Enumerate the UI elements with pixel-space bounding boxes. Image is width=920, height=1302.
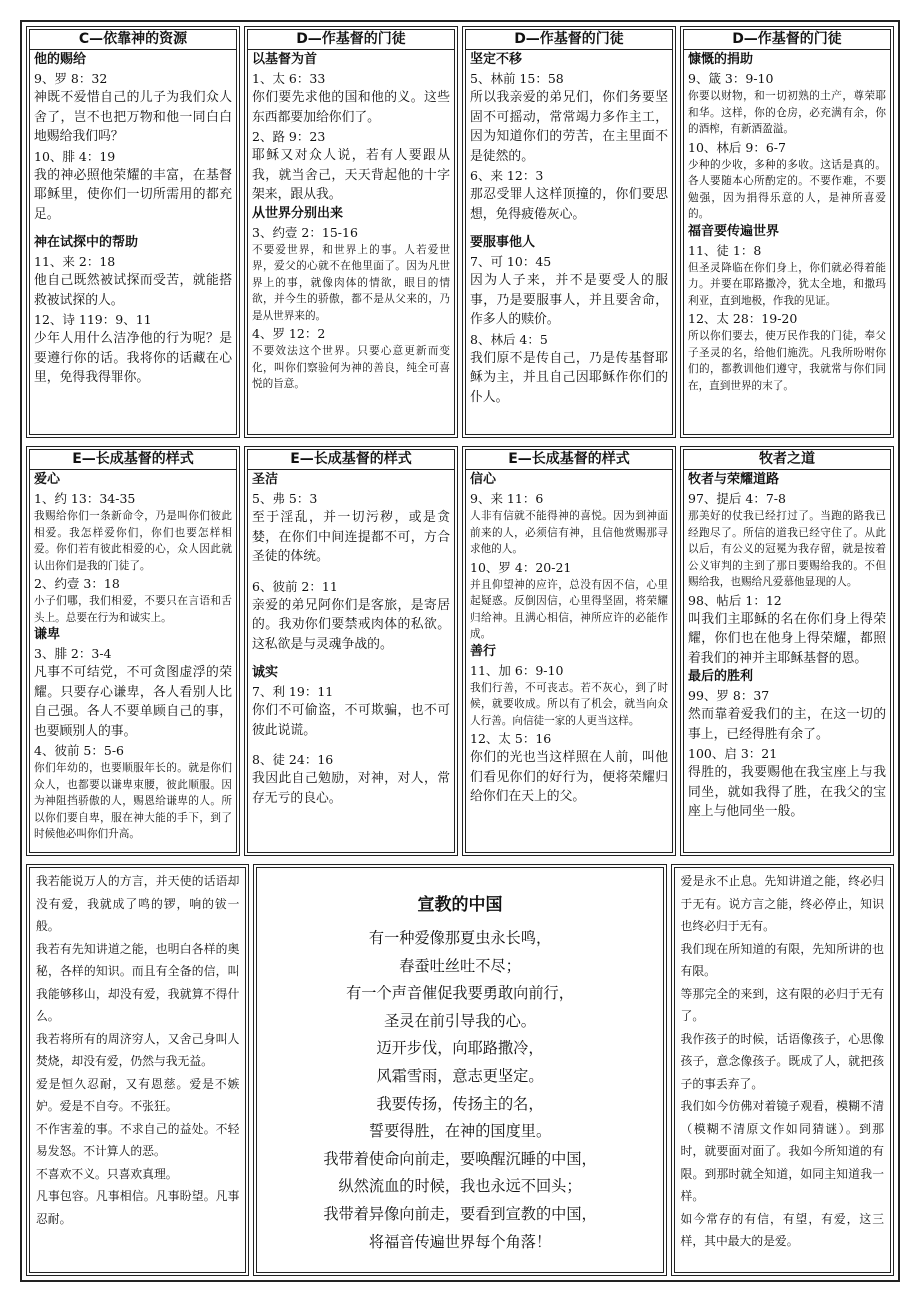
paragraph: 我们现在所知道的有限，先知所讲的也有限。 <box>680 941 885 978</box>
verse-reference: 12、太 5：16 <box>470 731 552 746</box>
verse-reference: 97、提后 4：7-8 <box>688 491 786 506</box>
verse-card <box>247 449 455 853</box>
verse-reference: 3、腓 2：3-4 <box>34 646 112 661</box>
verse-reference: 4、彼前 5：5-6 <box>34 743 125 758</box>
section-heading: 福音要传遍世界 <box>688 223 780 239</box>
verse-reference: 2、约壹 3：18 <box>34 576 120 591</box>
verse-text: 然而靠着爱我们的主，在这一切的事上，已经得胜有余了。 <box>688 707 886 742</box>
verse-card <box>29 29 237 435</box>
paragraph: 不作害羞的事。不求自己的益处。不轻易发怒。不计算人的恶。 <box>36 1121 240 1158</box>
verse-text: 并且仰望神的应许，总没有因不信，心里起疑惑。反倒因信，心里得坚固，将荣耀归给神。且满心相信，神所应许的必能作成。 <box>470 578 668 640</box>
spacer <box>470 224 668 234</box>
verse-reference: 10、罗 4：20-21 <box>470 559 572 575</box>
section-heading: 善行 <box>470 643 497 659</box>
paragraph: 爱是永不止息。先知讲道之能，终必归于无有。说方言之能，终必停止，知识也终必归于无有。 <box>680 874 885 933</box>
verse-reference: 6、来 12：3 <box>470 168 544 183</box>
verse-text: 人非有信就不能得神的喜悦。因为到神面前来的人，必须信有神，且信他赏赐那寻求他的人。 <box>470 510 668 555</box>
spacer <box>252 740 450 750</box>
verse-text: 我的神必照他荣耀的丰富，在基督耶稣里，使你们一切所需用的都充足。 <box>34 167 232 222</box>
verse-text: 你们年幼的，也要顺服年长的。就是你们众人，也都要以谦卑束腰，彼此顺服。因为神阻挡骄傲的人，赐恩给谦卑的人。所以你们要自卑，服在神大能的手下，到了时候他必叫你们升高。 <box>34 762 232 840</box>
verse-text: 你们的光也当这样照在人前，叫他们看见你们的好行为，便将荣耀归给你们在天上的父。 <box>470 750 668 804</box>
verse-reference: 100、启 3：21 <box>688 746 778 761</box>
paragraph: 我若将所有的周济穷人，又舍己身叫人焚烧，却没有爱，仍然与我无益。 <box>36 1031 240 1068</box>
verse-reference: 4、罗 12：2 <box>252 326 326 341</box>
verse-card <box>465 29 673 435</box>
verse-text: 你们要先求他的国和他的义。这些东西都要加给你们了。 <box>252 90 450 125</box>
verse-text: 亲爱的弟兄阿你们是客旅，是寄居的。我劝你们要禁戒肉体的私欲。这私欲是与灵魂争战的。 <box>252 597 450 652</box>
poem-line: 春蚕吐丝吐不尽； <box>399 956 521 975</box>
verse-reference: 8、徒 24：16 <box>252 752 334 767</box>
verse-text: 凡事不可结党，不可贪图虚浮的荣耀。只要存心谦卑，各人看别人比自己强。各人不要单顾自己的事，也要顾别人的事。 <box>34 665 232 739</box>
poem-lines <box>257 925 662 1256</box>
paragraph: 等那完全的来到，这有限的必归于无有了。 <box>680 986 885 1023</box>
verse-text: 少种的少收，多种的多收。这话是真的。各人要随本心所酌定的。不要作难，不要勉强，因为捐得乐意的人，是神所喜爱的。 <box>688 158 886 220</box>
verse-text: 神既不爱惜自己的儿子为我们众人舍了，岂不也把万物和他一同白白地赐给我们吗？ <box>34 90 232 144</box>
verse-reference: 7、利 19：11 <box>252 684 334 699</box>
verse-reference: 2、路 9：23 <box>252 129 326 144</box>
tract-sheet <box>20 20 900 1282</box>
verse-reference: 5、林前 15：58 <box>470 71 564 86</box>
section-heading: 爱心 <box>34 472 61 487</box>
poem-line: 圣灵在前引导我的心。 <box>384 1011 536 1030</box>
card-title: E—长成基督的样式 <box>466 450 672 470</box>
card-title: C—依靠神的资源 <box>30 30 236 50</box>
verse-text: 叫我们主耶稣的名在你们身上得荣耀，你们也在他身上得荣耀，都照着我们的神并主耶稣基督的恩。 <box>688 611 886 666</box>
verse-text: 得胜的，我要赐他在我宝座上与我同坐，就如我得了胜，在我父的宝座上与他同坐一般。 <box>688 765 886 819</box>
card-title: D—作基督的门徒 <box>248 30 454 50</box>
verse-text: 少年人用什么洁净他的行为呢？是要遵行你的话。我将你的话藏在心里，免得我得罪你。 <box>34 331 232 385</box>
verse-reference: 9、来 11：6 <box>470 491 544 506</box>
verse-card <box>683 29 891 435</box>
section-heading: 牧者与荣耀道路 <box>688 472 780 487</box>
verse-reference: 3、约壹 2：15-16 <box>252 224 358 240</box>
verse-card <box>683 449 891 853</box>
paragraph: 我作孩子的时候，话语像孩子，心思像孩子，意念像孩子。既成了人，就把孩子的事丢弃了。 <box>680 1031 885 1091</box>
poem-card <box>256 867 663 1273</box>
poem-line: 有一种爱像那夏虫永长鸣， <box>368 929 552 947</box>
verse-reference: 11、来 2：18 <box>34 254 116 269</box>
section-heading: 诚实 <box>252 665 279 680</box>
poem-line: 将福音传遍世界每个角落！ <box>368 1232 552 1251</box>
card-body <box>30 50 236 388</box>
verse-text: 因为人子来，并不是要受人的服事，乃是要服事人，并且要舍命，作多人的赎价。 <box>470 273 668 327</box>
verse-text: 所以你们要去，使万民作我的门徒，奉父子圣灵的名，给他们施洗。凡我所吩咐你们的，都教训他们遵守，我就常与你们同在，直到世界的末了。 <box>688 330 886 392</box>
card-title: E—长成基督的样式 <box>248 450 454 470</box>
paragraph: 我们如今仿佛对着镜子观看，模糊不清（模糊不清原文作如同猜谜）。到那时，就要面对面了。我如今所知道的有限。到那时就全知道，如同主知道我一样。 <box>680 1099 885 1203</box>
card-body <box>684 50 890 394</box>
section-heading: 要服事他人 <box>470 235 536 250</box>
verse-reference: 5、弗 5：3 <box>252 491 318 506</box>
spacer <box>252 654 450 664</box>
verse-reference: 1、约 13：34-35 <box>34 491 136 506</box>
verse-text: 那忍受罪人这样顶撞的，你们要思想，免得疲倦灰心。 <box>470 187 668 222</box>
verse-row-2 <box>26 446 894 856</box>
section-heading: 慷慨的捐助 <box>688 52 754 67</box>
verse-reference: 99、罗 8：37 <box>688 688 770 703</box>
section-heading: 圣洁 <box>252 472 279 487</box>
verse-reference: 6、彼前 2：11 <box>252 578 338 594</box>
paragraph: 凡事包容。凡事相信。凡事盼望。凡事忍耐。 <box>36 1189 240 1226</box>
verse-reference: 9、罗 8：32 <box>34 71 108 86</box>
verse-reference: 11、加 6：9-10 <box>470 662 564 678</box>
paragraph: 爱是恒久忍耐，又有恩慈。爱是不嫉妒。爱是不自夸。不张狂。 <box>36 1076 240 1113</box>
verse-reference: 9、箴 3：9-10 <box>688 71 774 86</box>
section-heading: 坚定不移 <box>470 52 523 67</box>
verse-text: 耶稣又对众人说，若有人要跟从我，就当舍己，天天背起他的十字架来，跟从我。 <box>252 148 450 202</box>
verse-row-1 <box>26 26 894 438</box>
card-title: D—作基督的门徒 <box>684 30 890 50</box>
love-chapter-left <box>29 867 246 1273</box>
verse-text: 你要以财物，和一切初熟的土产，尊荣耶和华。这样，你的仓房，必充满有余，你的酒榨，有新酒盈溢。 <box>688 90 886 135</box>
verse-card <box>247 29 455 435</box>
section-heading: 他的赐给 <box>34 52 87 67</box>
verse-text: 我赐给你们一条新命令，乃是叫你们彼此相爱。我怎样爱你们，你们也要怎样相爱。你们若有彼此相爱的心，众人因此就认出你们是我的门徒了。 <box>34 510 232 572</box>
paragraph: 我若有先知讲道之能，也明白各样的奥秘，各样的知识。而且有全备的信，叫我能够移山，却没有爱，我就算不得什么。 <box>36 941 240 1023</box>
verse-text: 你们不可偷盗，不可欺骗，也不可彼此说谎。 <box>252 703 450 738</box>
verse-text: 我们行善，不可丧志。若不灰心，到了时候，就要收成。所以有了机会，就当向众人行善。向信徒一家的人更当这样。 <box>470 681 668 727</box>
verse-text: 他自己既然被试探而受苦，就能搭救被试探的人。 <box>34 273 232 308</box>
verse-text: 我们原不是传自己，乃是传基督耶稣为主，并且自己因耶稣作你们的仆人。 <box>470 350 668 405</box>
poem-line: 风霜雪雨，意志更坚定。 <box>376 1066 544 1085</box>
verse-text: 不要爱世界，和世界上的事。人若爱世界，爱父的心就不在他里面了。因为凡世界上的事，就像肉体的情欲，眼目的情欲，并今生的骄傲，都不是从父来的，乃是从世界来的。 <box>252 243 450 322</box>
section-heading: 最后的胜利 <box>688 669 754 684</box>
card-title: D—作基督的门徒 <box>466 30 672 50</box>
section-heading: 信心 <box>470 472 497 487</box>
paragraph: 我若能说万人的方言，并天使的话语却没有爱，我就成了鸣的锣，响的钹一般。 <box>36 874 240 933</box>
poem-title: 宣教的中国 <box>417 895 503 915</box>
poem-line: 我带着异像向前走，要看到宣教的中国， <box>323 1204 597 1223</box>
verse-text: 所以我亲爱的弟兄们，你们务要坚固不可摇动，常常竭力多作主工，因为知道你们的劳苦，在主里面不是徒然的。 <box>470 90 668 164</box>
love-chapter-right <box>674 867 891 1273</box>
verse-text: 不要效法这个世界。只要心意更新而变化，叫你们察验何为神的善良，纯全可喜悦的旨意。 <box>252 345 450 390</box>
card-body <box>466 470 672 807</box>
verse-card <box>465 449 673 853</box>
section-heading: 谦卑 <box>34 627 61 642</box>
card-body <box>466 50 672 407</box>
verse-reference: 12、诗 119：9、11 <box>34 312 152 327</box>
poem-line: 我要传扬，传扬主的名， <box>376 1094 544 1113</box>
verse-reference: 12、太 28：19-20 <box>688 311 798 326</box>
love-chapter-left-text <box>30 868 245 1232</box>
verse-text: 但圣灵降临在你们身上，你们就必得着能力。并要在耶路撒冷，犹太全地，和撒玛利亚，直到地极，作我的见证。 <box>688 261 886 307</box>
card-title: 牧者之道 <box>684 450 890 470</box>
section-heading: 神在试探中的帮助 <box>34 235 139 250</box>
card-body <box>248 50 454 393</box>
paragraph: 不喜欢不义。只喜欢真理。 <box>36 1166 178 1181</box>
poem-line: 有一个声音催促我要勇敢向前行， <box>346 984 574 1003</box>
verse-text: 至于淫乱，并一切污秽，或是贪婪，在你们中间连提都不可，方合圣徒的体统。 <box>252 510 450 564</box>
love-chapter-right-text <box>675 868 890 1255</box>
section-heading: 从世界分别出来 <box>252 205 344 221</box>
poem-line: 纵然流血的时候，我也永远不回头； <box>338 1177 582 1196</box>
verse-reference: 7、可 10：45 <box>470 254 552 269</box>
verse-reference: 10、腓 4：19 <box>34 148 116 164</box>
card-title: E—长成基督的样式 <box>30 450 236 470</box>
verse-text: 我因此自己勉励，对神，对人，常存无亏的良心。 <box>252 771 450 806</box>
paragraph: 如今常存的有信，有望，有爱，这三样，其中最大的是爱。 <box>680 1211 885 1248</box>
verse-text: 那美好的仗我已经打过了。当跑的路我已经跑尽了。所信的道我已经守住了。从此以后，有公义的冠冕为我存留，就是按着公义审判的主到了那日要赐给我的。不但赐给我，也赐给凡爱慕他显现的人。 <box>688 510 886 588</box>
verse-reference: 98、帖后 1：12 <box>688 592 782 608</box>
poem-line: 誓要得胜，在神的国度里。 <box>368 1122 552 1141</box>
card-body <box>248 470 454 808</box>
spacer <box>252 567 450 577</box>
card-body <box>30 470 236 843</box>
verse-text: 小子们哪，我们相爱，不要只在言语和舌头上。总要在行为和诚实上。 <box>34 595 232 624</box>
verse-reference: 10、林后 9：6-7 <box>688 139 786 155</box>
bottom-row <box>26 864 894 1276</box>
poem-line: 迈开步伐，向耶路撒冷， <box>376 1039 544 1058</box>
verse-reference: 8、林后 4：5 <box>470 331 548 347</box>
section-heading: 以基督为首 <box>252 52 318 67</box>
poem-line: 我带着使命向前走，要唤醒沉睡的中国， <box>323 1149 597 1168</box>
verse-card <box>29 449 237 853</box>
verse-reference: 1、太 6：33 <box>252 71 326 86</box>
spacer <box>34 224 232 234</box>
poem <box>257 890 662 1256</box>
verse-reference: 11、徒 1：8 <box>688 242 762 258</box>
card-body <box>684 470 890 822</box>
